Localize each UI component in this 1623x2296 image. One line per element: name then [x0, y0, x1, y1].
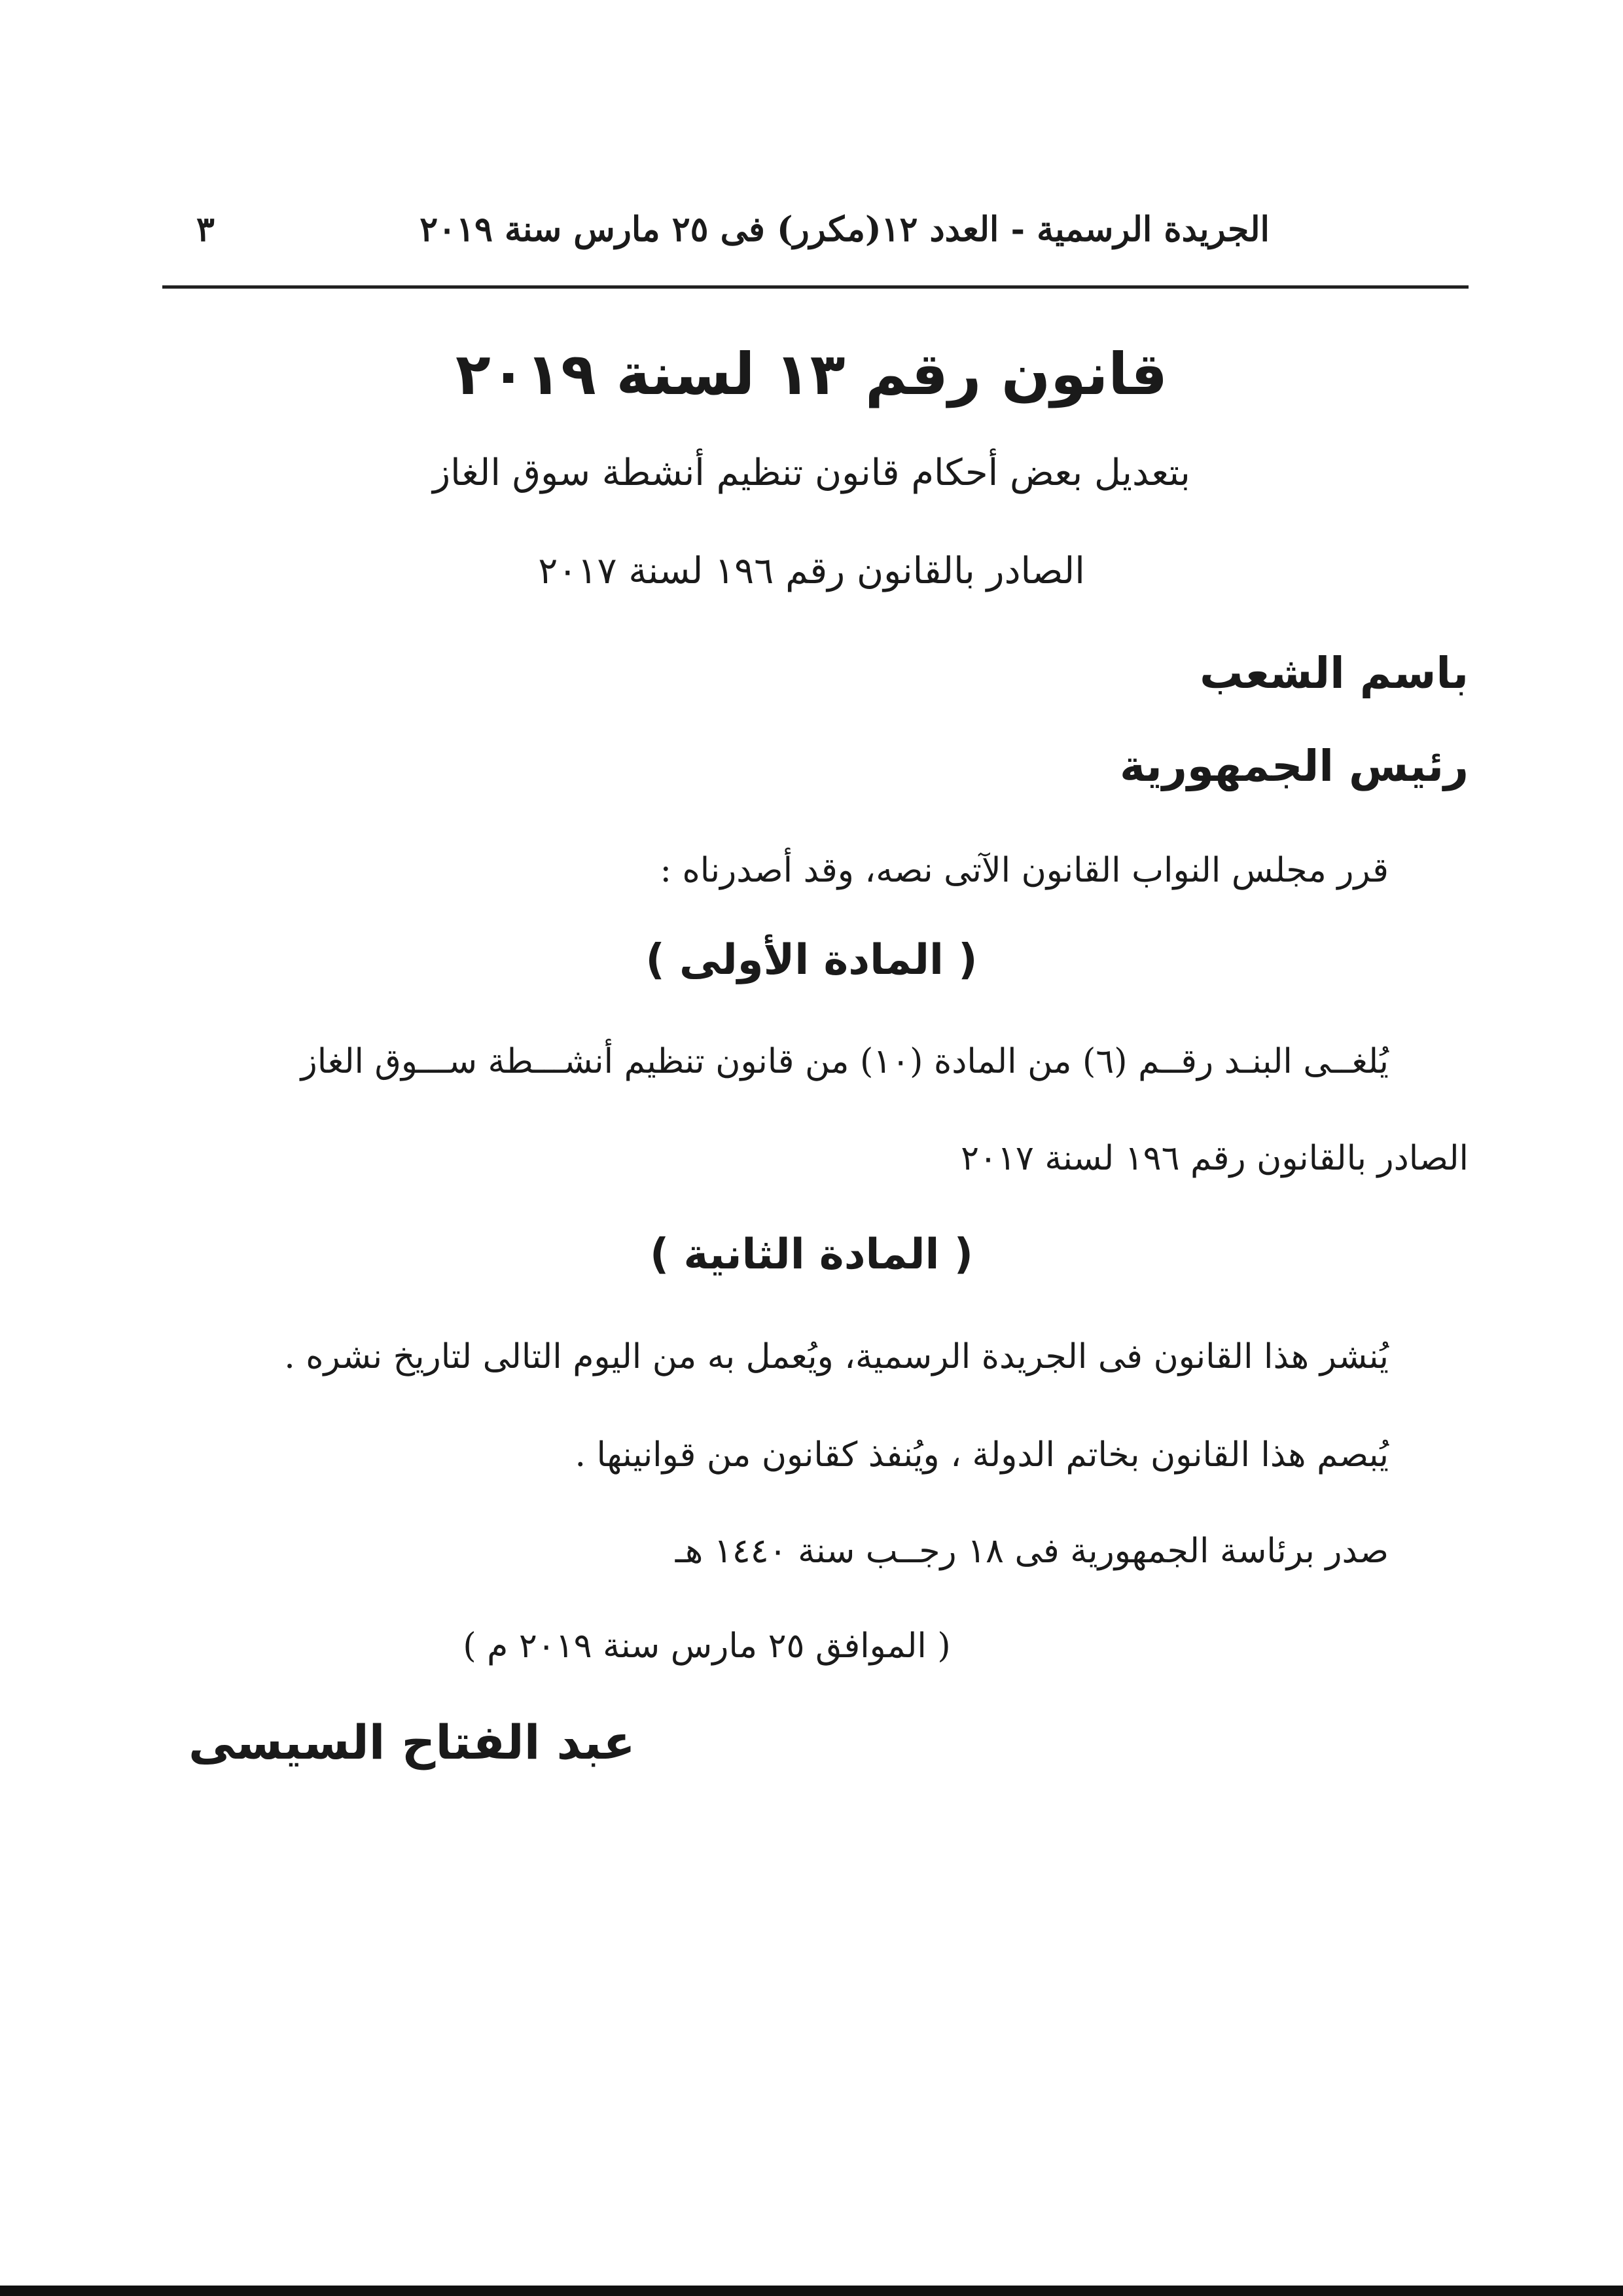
article-2-line-2: يُبصم هذا القانون بخاتم الدولة ، ويُنفذ كقانون من قوانينها .	[575, 1435, 1389, 1475]
header-divider	[162, 285, 1469, 289]
page-number: ٣	[196, 209, 215, 249]
president-signature: عبد الفتاح السيسى	[188, 1715, 635, 1770]
preamble-text: قرر مجلس النواب القانون الآتى نصه، وقد أصدرناه :	[660, 851, 1389, 890]
article-1-title: ( المادة الأولى )	[645, 936, 978, 984]
article-1-line-1: يُلغــى البنـد رقــم (٦) من المادة (١٠) من قانون تنظيم أنشـــطة ســـوق الغاز	[300, 1042, 1389, 1081]
article-2-line-1: يُنشر هذا القانون فى الجريدة الرسمية، ويُعمل به من اليوم التالى لتاريخ نشره .	[284, 1337, 1389, 1376]
law-title: قانون رقم ١٣ لسنة ٢٠١٩	[455, 340, 1168, 408]
law-subtitle-line2: الصادر بالقانون رقم ١٩٦ لسنة ٢٠١٧	[538, 550, 1085, 592]
article-2-title: ( المادة الثانية )	[650, 1230, 973, 1279]
law-subtitle-line1: بتعديل بعض أحكام قانون تنظيم أنشطة سوق الغاز	[433, 452, 1190, 494]
article-1-line-2: الصادر بالقانون رقم ١٩٦ لسنة ٢٠١٧	[961, 1139, 1469, 1178]
page-bottom-border	[0, 2286, 1623, 2296]
in-name-of-people-heading: باسم الشعب	[1200, 648, 1469, 698]
corresponding-date-text: ( الموافق ٢٥ مارس سنة ٢٠١٩ م )	[463, 1626, 951, 1666]
gazette-header-line: الجريدة الرسمية - العدد ١٢(مكرر) فى ٢٥ مارس سنة ٢٠١٩	[419, 209, 1270, 249]
issued-at-text: صدر برئاسة الجمهورية فى ١٨ رجــب سنة ١٤٤٠ هـ	[675, 1532, 1389, 1571]
president-heading: رئيس الجمهورية	[1120, 741, 1469, 791]
